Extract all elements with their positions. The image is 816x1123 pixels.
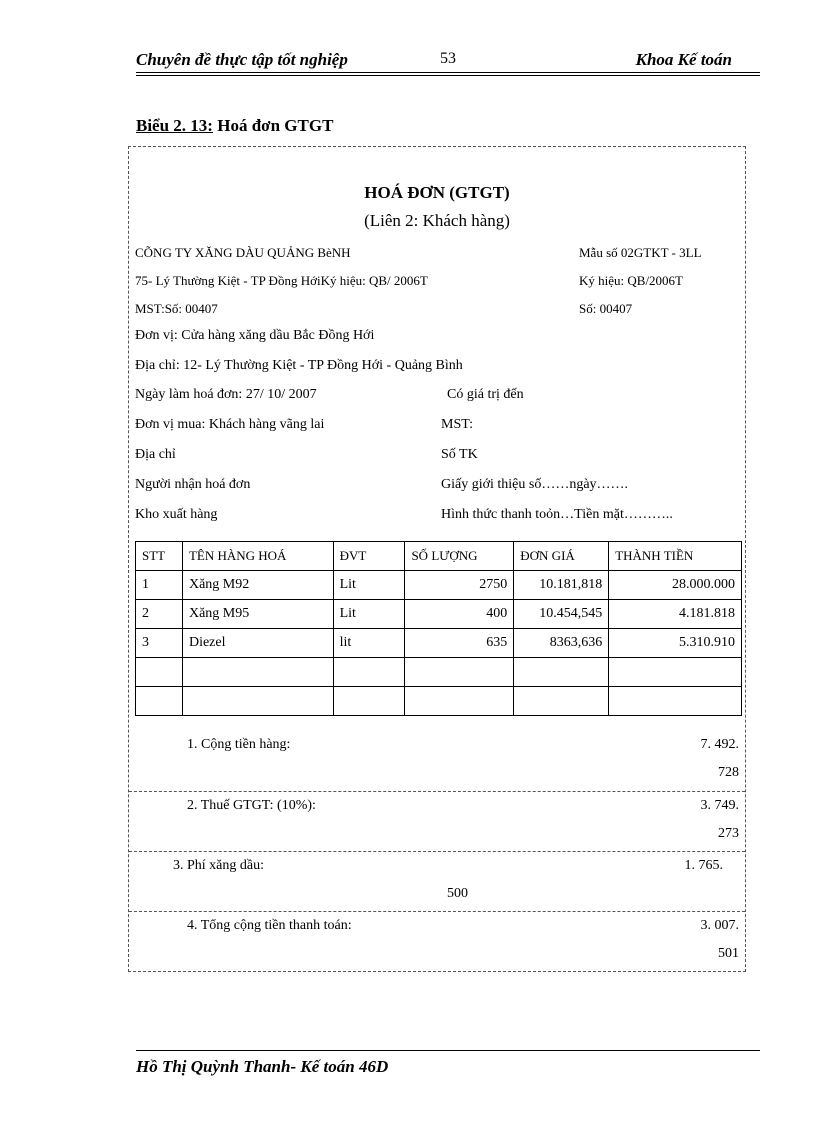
- grand-total-label: 4. Tổng cộng tiền thanh toán:: [187, 918, 352, 933]
- fuel-fee-value-a: 1. 765.: [684, 858, 723, 873]
- warehouse-row: [135, 507, 673, 523]
- warehouse: Kho xuất hàng: [135, 507, 218, 522]
- empty-cell: [182, 658, 333, 687]
- figure-caption: [136, 116, 333, 136]
- empty-cell: [136, 687, 183, 716]
- buyer-address-row: [135, 447, 478, 463]
- empty-cell: [182, 687, 333, 716]
- invoice-box: [128, 146, 746, 972]
- col-unit-price: ĐƠN GIÁ: [514, 542, 609, 571]
- running-header: [136, 48, 760, 73]
- cell-unit-price: 8363,636: [514, 629, 609, 658]
- empty-cell: [405, 687, 514, 716]
- col-amount: THÀNH TIỀN: [609, 542, 742, 571]
- table-header-row: [136, 542, 742, 571]
- header-title: Chuyên đề thực tập tốt nghiệp: [136, 50, 348, 69]
- grand-total-value-b: 501: [718, 946, 739, 961]
- receiver: Người nhận hoá đơn: [135, 477, 251, 492]
- total-goods-label: 1. Cộng tiền hàng:: [187, 737, 291, 752]
- total-goods-value-b: 728: [718, 765, 739, 780]
- payment-method: Hình thức thanh toỏn…Tiền mặt………..: [441, 507, 673, 522]
- empty-cell: [609, 658, 742, 687]
- table-empty-row: [136, 687, 742, 716]
- goods-table: [135, 541, 742, 716]
- cell-amount: 28.000.000: [609, 571, 742, 600]
- cell-goods-name: Xăng M95: [182, 600, 333, 629]
- fuel-fee-label: 3. Phí xăng dầu:: [173, 858, 264, 873]
- empty-cell: [514, 658, 609, 687]
- cell-unit: Lit: [333, 600, 405, 629]
- cell-amount: 5.310.910: [609, 629, 742, 658]
- table-row: [136, 600, 742, 629]
- seller-unit: Đơn vị: Cửa hàng xăng dầu Bắc Đồng Hới: [135, 328, 375, 343]
- company-row: [135, 245, 702, 261]
- empty-cell: [514, 687, 609, 716]
- page-number: 53: [440, 50, 456, 67]
- seller-address: Địa chỉ: 12- Lý Thường Kiệt - TP Đồng Hới - Quảng Bình: [135, 358, 463, 373]
- company-address: 75- Lý Thường Kiệt - TP Đồng HớiKý hiệu: QB/ 2006T: [135, 273, 428, 288]
- vat-value-a: 3. 749.: [700, 798, 739, 813]
- cell-unit-price: 10.454,545: [514, 600, 609, 629]
- header-department: Khoa Kế toán: [635, 50, 732, 69]
- cell-goods-name: Xăng M92: [182, 571, 333, 600]
- total-goods: [129, 731, 745, 791]
- empty-cell: [609, 687, 742, 716]
- invoice-date: Ngày làm hoá đơn: 27/ 10/ 2007: [135, 387, 317, 402]
- table-empty-row: [136, 658, 742, 687]
- empty-cell: [333, 687, 405, 716]
- form-number: Mẫu số 02GTKT - 3LL: [579, 245, 702, 260]
- table-row: [136, 571, 742, 600]
- buyer-address: Địa chỉ: [135, 447, 176, 462]
- grand-total-value-a: 3. 007.: [700, 918, 739, 933]
- running-footer: [136, 1050, 760, 1076]
- cell-stt: 2: [136, 600, 183, 629]
- valid-until: Có giá trị đến: [447, 387, 524, 402]
- invoice-symbol: Ký hiệu: QB/2006T: [579, 273, 683, 288]
- empty-cell: [333, 658, 405, 687]
- col-quantity: SỐ LƯỢNG: [405, 542, 514, 571]
- referral-letter: Giấy giới thiệu số……ngày…….: [441, 477, 629, 492]
- caption-number: Biểu 2. 13:: [136, 116, 213, 135]
- invoice-title: HOÁ ĐƠN (GTGT): [364, 183, 510, 202]
- cell-unit: lit: [333, 629, 405, 658]
- unit-row: [135, 328, 374, 344]
- mst-row: [135, 301, 633, 317]
- caption-title: Hoá đơn GTGT: [217, 116, 334, 135]
- buyer-row: [135, 417, 473, 433]
- receiver-row: [135, 477, 629, 493]
- cell-quantity: 2750: [405, 571, 514, 600]
- empty-cell: [136, 658, 183, 687]
- vat-label: 2. Thuế GTGT: (10%):: [187, 798, 316, 813]
- vat-total: [129, 791, 745, 852]
- company-name: CÕNG TY XĂNG DÀU QUẢNG BèNH: [135, 245, 351, 260]
- address-row: [135, 273, 683, 289]
- cell-unit: Lit: [333, 571, 405, 600]
- seller-address-row: [135, 358, 463, 374]
- fuel-fee-value-b: 500: [447, 886, 468, 901]
- footer-author: Hồ Thị Quỳnh Thanh- Kế toán 46D: [136, 1057, 389, 1076]
- cell-amount: 4.181.818: [609, 600, 742, 629]
- date-row: [135, 387, 524, 403]
- table-row: [136, 629, 742, 658]
- grand-total: [129, 911, 745, 972]
- cell-quantity: 400: [405, 600, 514, 629]
- vat-value-b: 273: [718, 826, 739, 841]
- tax-code: MST:Số: 00407: [135, 301, 218, 316]
- buyer-unit: Đơn vị mua: Khách hàng vãng lai: [135, 417, 325, 432]
- cell-stt: 3: [136, 629, 183, 658]
- buyer-mst: MST:: [441, 417, 473, 432]
- fuel-fee: [129, 851, 745, 912]
- serial-number: Số: 00407: [579, 301, 633, 316]
- invoice-subtitle: (Liên 2: Khách hàng): [364, 211, 510, 230]
- col-stt: STT: [136, 542, 183, 571]
- cell-unit-price: 10.181,818: [514, 571, 609, 600]
- total-goods-value-a: 7. 492.: [700, 737, 739, 752]
- cell-quantity: 635: [405, 629, 514, 658]
- col-unit: ĐVT: [333, 542, 405, 571]
- cell-stt: 1: [136, 571, 183, 600]
- cell-goods-name: Diezel: [182, 629, 333, 658]
- account-number: Số TK: [441, 447, 478, 462]
- col-goods-name: TÊN HÀNG HOÁ: [182, 542, 333, 571]
- empty-cell: [405, 658, 514, 687]
